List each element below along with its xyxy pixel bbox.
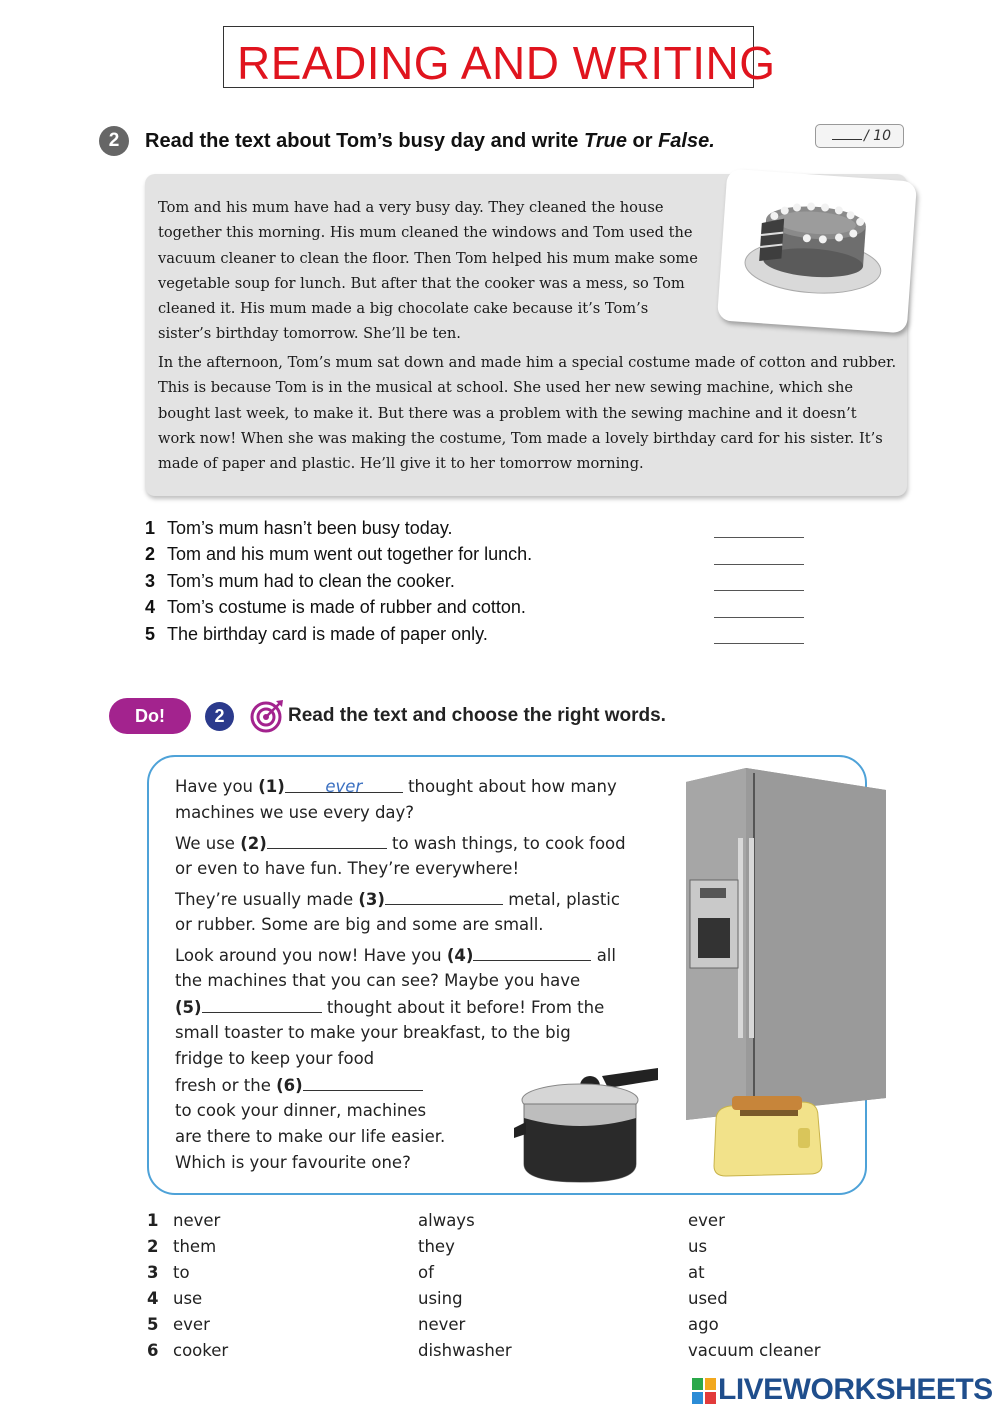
option-b[interactable]: using <box>418 1289 463 1308</box>
option-c[interactable]: ever <box>688 1211 725 1230</box>
option-a[interactable]: cooker <box>173 1341 229 1360</box>
option-row-num: 6 <box>147 1341 159 1360</box>
option-a[interactable]: them <box>173 1237 217 1256</box>
statement-2: 2 Tom and his mum went out together for lunch. <box>145 544 533 564</box>
option-b[interactable]: always <box>418 1211 475 1230</box>
gap-6[interactable] <box>303 1072 423 1091</box>
cloze-line-15: Which is your favourite one? <box>175 1153 411 1172</box>
cloze-line-9: (5) thought about it before! From the <box>175 994 604 1021</box>
reading-paragraph-2: In the afternoon, Tom’s mum sat down and made him a special costume made of cotton and rubber. This is because Tom is in the musical at school. She used her new sewing machine, which she bought last week, to make it. But there was a problem with the sewing machine and it doesn’t work now! When she was making the costume, Tom made a lovely birthday card for his sister. It’s made of paper and plastic. He’ll give it to her tomorrow morning. <box>158 354 897 473</box>
option-c[interactable]: ago <box>688 1315 719 1334</box>
exercise-number-badge-2: 2 <box>205 702 234 731</box>
statement-5: 5 The birthday card is made of paper only. <box>145 624 488 644</box>
score-box <box>815 124 904 148</box>
option-row-num: 5 <box>147 1315 159 1334</box>
do-badge: Do! <box>109 698 191 734</box>
option-row-num: 1 <box>147 1211 159 1230</box>
option-c[interactable]: at <box>688 1263 705 1282</box>
cloze-line-10: small toaster to make your breakfast, to the big <box>175 1023 571 1042</box>
answer-blank-1[interactable] <box>714 537 804 538</box>
gap-1[interactable]: ever <box>285 774 403 793</box>
page-title: READING AND WRITING <box>237 37 776 89</box>
option-row-num: 4 <box>147 1289 159 1308</box>
instruction-false: False. <box>658 130 715 152</box>
option-b[interactable]: they <box>418 1237 455 1256</box>
answer-blank-4[interactable] <box>714 617 804 618</box>
cloze-line-14: are there to make our life easier. <box>175 1127 446 1146</box>
gap-4[interactable] <box>473 942 591 961</box>
option-c[interactable]: us <box>688 1237 708 1256</box>
answer-blank-5[interactable] <box>714 643 804 644</box>
target-icon <box>250 699 284 733</box>
option-row-num: 3 <box>147 1263 159 1282</box>
cloze-line-6: or rubber. Some are big and some are small. <box>175 915 544 934</box>
cake-illustration <box>717 169 917 334</box>
answer-blank-2[interactable] <box>714 564 804 565</box>
option-a[interactable]: use <box>173 1289 203 1308</box>
cloze-line-11: fridge to keep your food <box>175 1049 375 1068</box>
cake-icon <box>717 169 917 334</box>
score-total: / 10 <box>864 128 891 144</box>
exercise-instruction-2: Read the text and choose the right words. <box>288 705 666 726</box>
option-b[interactable]: dishwasher <box>418 1341 512 1360</box>
cloze-line-12: fresh or the (6) <box>175 1072 423 1099</box>
option-b[interactable]: never <box>418 1315 466 1334</box>
instruction-or: or <box>626 130 659 152</box>
cloze-line-7: Look around you now! Have you (4) all <box>175 942 616 969</box>
reading-paragraph-1: Tom and his mum have had a very busy day. They cleaned the house together this morning. His mum cleaned the windows and Tom used the vacuum cleaner to clean the floor. Then Tom helped his mum make some vegetable soup for lunch. But after that the cooker was a mess, so Tom cleaned it. His mum made a big chocolate cake because it’s Tom’s sister’s birthday tomorrow. She’ll be ten. <box>158 199 698 343</box>
liveworksheets-logo-icon <box>692 1378 716 1404</box>
option-c[interactable]: used <box>688 1289 728 1308</box>
gap-5[interactable] <box>202 994 322 1013</box>
cloze-line-3: We use (2) to wash things, to cook food <box>175 830 626 857</box>
option-c[interactable]: vacuum cleaner <box>688 1341 821 1360</box>
cloze-line-8: the machines that you can see? Maybe you have <box>175 971 581 990</box>
cloze-line-13: to cook your dinner, machines <box>175 1101 427 1120</box>
cloze-line-5: They’re usually made (3) metal, plastic <box>175 886 620 913</box>
statement-1: 1 Tom’s mum hasn’t been busy today. <box>145 518 453 538</box>
exercise-number-badge: 2 <box>99 126 129 156</box>
gap-3[interactable] <box>385 886 503 905</box>
answer-blank-3[interactable] <box>714 590 804 591</box>
option-a[interactable]: never <box>173 1211 221 1230</box>
exercise-instruction <box>145 127 715 155</box>
cloze-line-2: machines we use every day? <box>175 803 415 822</box>
option-a[interactable]: to <box>173 1263 190 1282</box>
cloze-line-4: or even to have fun. They’re everywhere! <box>175 859 520 878</box>
option-row-num: 2 <box>147 1237 159 1256</box>
option-b[interactable]: of <box>418 1263 434 1282</box>
liveworksheets-logo[interactable]: LIVEWORKSHEETS <box>718 1373 993 1406</box>
option-a[interactable]: ever <box>173 1315 210 1334</box>
toaster-image <box>710 1090 825 1180</box>
instruction-text: Read the text about Tom’s busy day and write <box>145 130 584 152</box>
score-blank[interactable] <box>832 129 862 140</box>
instruction-true: True <box>583 130 627 152</box>
fridge-image <box>686 768 891 1123</box>
cloze-line-1: Have you (1) ever thought about how many <box>175 774 617 800</box>
gap-2[interactable] <box>267 830 387 849</box>
statement-4: 4 Tom’s costume is made of rubber and cotton. <box>145 597 526 617</box>
pressure-cooker-image <box>512 1058 662 1188</box>
statement-3: 3 Tom’s mum had to clean the cooker. <box>145 571 455 591</box>
